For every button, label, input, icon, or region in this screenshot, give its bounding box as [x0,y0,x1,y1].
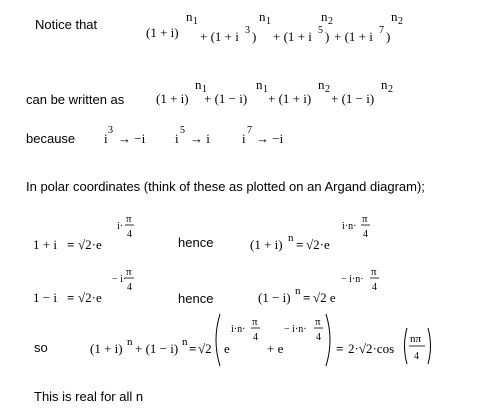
because-result-1: → −i [118,131,146,146]
so-expression [90,308,450,373]
notice-term-1-sub: 1 [193,16,198,27]
written-term-a-sub: 1 [202,84,207,95]
notice-term-4-close: ) [386,29,391,44]
polar1-hence-exp-prefix: i·n· [342,221,357,232]
written-term-d: + (1 − i) [331,91,375,106]
so-cos-left-paren [405,328,408,364]
so-e1: e [224,341,230,356]
written-expression [156,77,406,110]
written-term-c-sup: n [318,77,325,92]
notice-expression [146,6,406,46]
written-label: can be written as [26,92,125,107]
notice-term-3-sub: 2 [328,16,333,27]
so-eq: = [189,341,197,356]
written-term-c: + (1 + i) [268,91,312,106]
because-result-2: → i [190,131,210,146]
so-cos-right-paren [428,328,431,364]
polar1-hence-lhs: (1 + i) [250,237,283,252]
notice-term-2-pow: 3 [245,25,250,36]
because-result-3: → −i [256,131,284,146]
so-plus-e: + e [267,341,284,356]
polar-row-1-lhs [33,212,163,262]
polar2-eq: = [67,290,75,305]
polar1-hence-rhs: √2·e [306,237,330,252]
because-label: because [26,131,76,146]
notice-term-4-pow: 7 [379,25,384,36]
written-term-a: (1 + i) [156,91,189,106]
polar2-lhs: 1 − i [33,290,57,305]
notice-term-2-close: ) [252,29,257,44]
written-term-d-sub: 2 [388,84,393,95]
polar2-hence-exp-pi: π [371,266,377,278]
polar1-exp-prefix: i· [117,221,124,232]
polar2-hence-lhs: (1 − i) [258,290,291,305]
polar2-hence-rhs: √2 e [313,290,336,305]
polar2-hence-exp-four: 4 [372,282,377,293]
polar2-hence-eq: = [303,290,311,305]
written-term-a-sup: n [195,77,202,92]
written-term-b-sup: n [256,77,263,92]
notice-term-2-sup: n [259,9,266,24]
polar1-rhs: √2·e [78,237,102,252]
written-term-b: + (1 − i) [204,91,248,106]
notice-term-3-pow: 5 [318,25,323,36]
notice-term-3-close: ) [325,29,330,44]
polar1-hence-exp-four: 4 [363,229,368,240]
polar1-lhs: 1 + i [33,237,57,252]
polar-row-1-hence [250,212,410,262]
notice-term-2: + (1 + i [200,29,239,44]
notice-term-1: (1 + i) [146,25,179,40]
notice-term-2-sub: 1 [266,16,271,27]
so-exp2-pi: π [315,316,321,328]
hence-label-1: hence [178,235,214,250]
so-term-a-n: n [127,336,133,348]
polar1-exp-pi: π [126,213,132,225]
notice-term-4-sub: 2 [398,16,403,27]
because-i-1: i [104,131,108,146]
polar2-hence-n: n [295,285,301,297]
notice-term-4: + (1 + i [334,29,373,44]
so-exp1-pi: π [252,316,258,328]
polar-coordinates-sentence: In polar coordinates (think of these as plotted on an Argand diagram); [26,179,425,194]
real-for-all-n-text: This is real for all n [34,389,144,404]
so-result: 2·√2·cos [348,341,395,356]
polar2-exp-pi: π [126,266,132,278]
polar2-hence-exp-prefix: − i·n· [341,274,364,285]
polar1-hence-exp-pi: π [362,213,368,225]
so-term-b: + (1 − i) [135,341,179,356]
so-exp2-prefix: − i·n· [284,324,307,335]
notice-term-3: + (1 + i [273,29,312,44]
because-pow-1: 3 [108,125,113,136]
polar2-exp-four: 4 [127,282,132,293]
notice-term-3-sup: n [321,9,328,24]
hence-label-2: hence [178,291,214,306]
polar1-eq: = [67,237,75,252]
so-exp2-four: 4 [316,332,321,343]
polar1-hence-eq: = [296,237,304,252]
because-pow-2: 5 [180,125,185,136]
polar1-exp-four: 4 [127,229,132,240]
polar2-rhs: √2·e [78,290,102,305]
written-term-c-sub: 2 [325,84,330,95]
because-pow-3: 7 [247,125,252,136]
so-term-b-n: n [182,336,188,348]
polar1-hence-n: n [288,232,294,244]
so-right-paren [326,314,330,366]
written-term-b-sub: 1 [263,84,268,95]
because-expressions [104,124,324,149]
because-i-2: i [175,131,179,146]
notice-term-1-sup: n [186,9,193,24]
so-root: √2 [198,341,212,356]
so-term-a: (1 + i) [90,341,123,356]
so-eq2: = [336,341,344,356]
so-cos-npi: nπ [410,333,422,345]
so-left-paren [216,314,220,366]
notice-label: Notice that [35,17,98,32]
notice-term-4-sup: n [391,9,398,24]
written-term-d-sup: n [381,77,388,92]
so-exp1-four: 4 [253,332,258,343]
so-exp1-prefix: i·n· [231,324,246,335]
because-i-3: i [242,131,246,146]
so-cos-four: 4 [414,351,419,362]
so-label: so [34,340,48,355]
polar2-exp-prefix: − i· [112,274,127,285]
